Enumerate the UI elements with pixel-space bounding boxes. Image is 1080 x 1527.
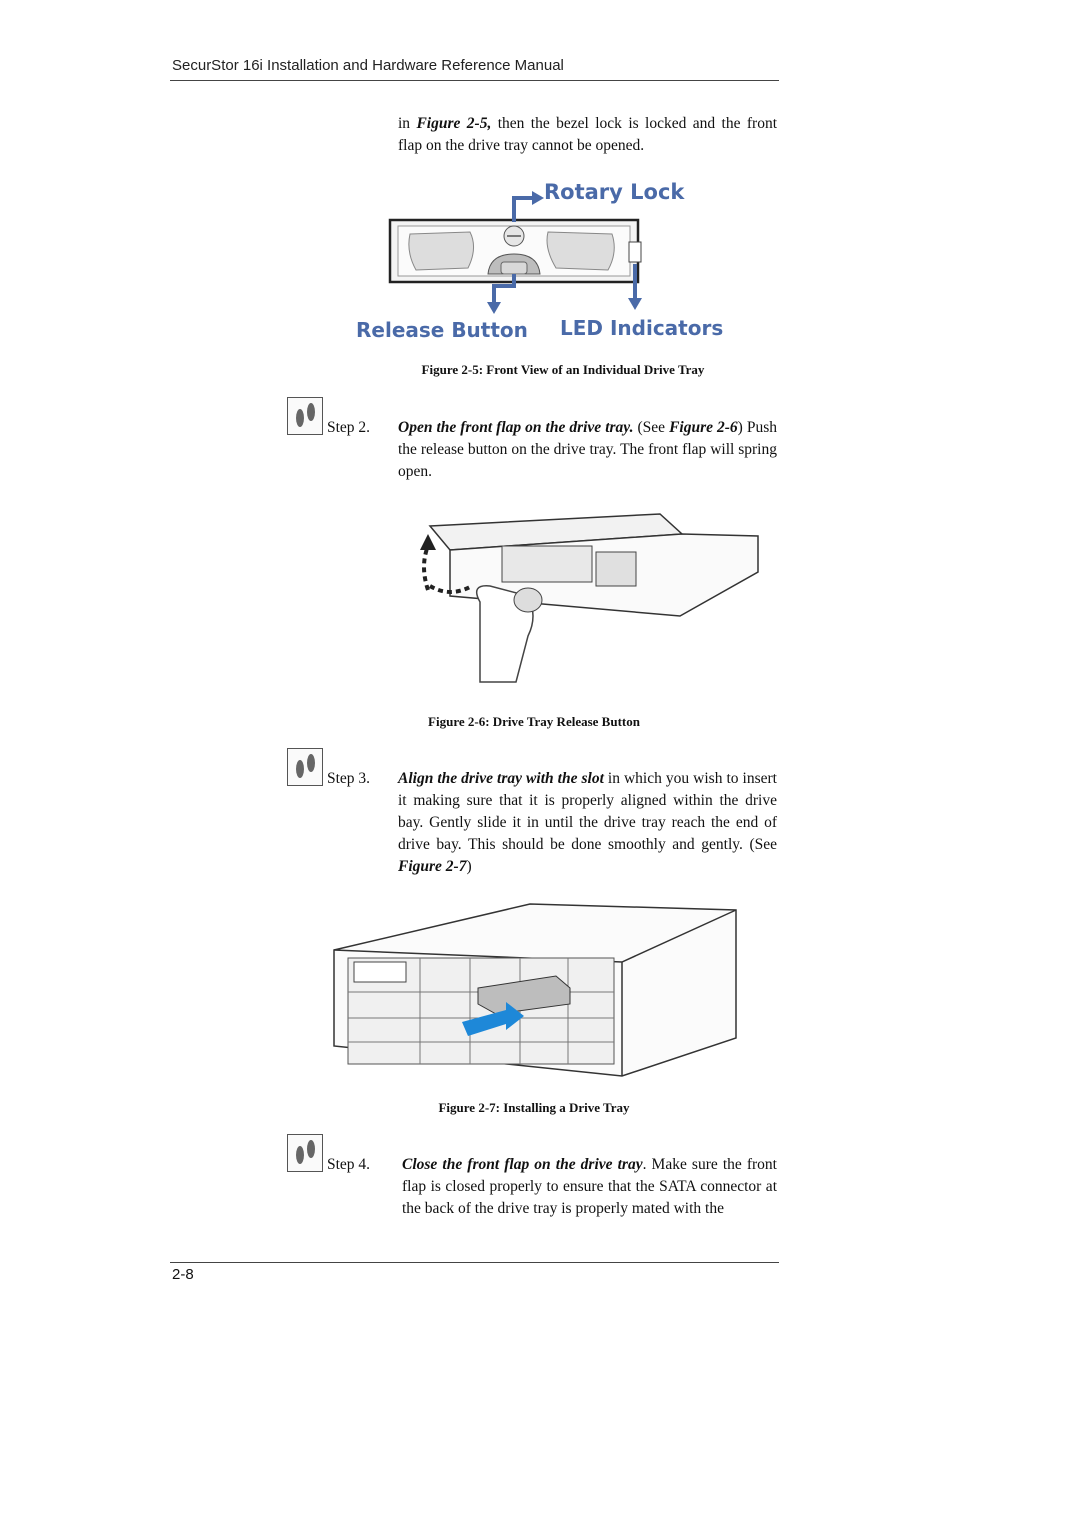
step-2-heading: Open the front flap on the drive tray. — [398, 419, 634, 436]
intro-paragraph — [398, 113, 777, 157]
enclosure-drawing — [330, 898, 742, 1082]
led-indicator-block — [629, 242, 641, 262]
figure-2-5-caption: Figure 2-5: Front View of an Individual Drive Tray — [421, 362, 705, 377]
step-4-body: . Make sure the front flap is closed properly to ensure that the SATA connector at the back of the drive tray is properly mated with the — [402, 1156, 777, 1217]
right-vent — [547, 232, 614, 270]
figure-2-7-caption: Figure 2-7: Installing a Drive Tray — [438, 1100, 630, 1115]
intro-text-post: then the bezel lock is locked and the front flap on the drive tray cannot be opened. — [398, 115, 777, 154]
left-vent — [409, 232, 474, 270]
figure-2-5-illustration — [350, 178, 730, 348]
footprints-icon — [287, 397, 323, 435]
figure-2-6-illustration — [410, 506, 760, 686]
figure-2-6-caption: Figure 2-6: Drive Tray Release Button — [428, 714, 640, 729]
step-3-body: in which you wish to insert it making sure that it is properly aligned within the drive bay. Gently slide it in until the drive tray reach the end of drive bay. This should be done smoothly and gently. (See — [398, 770, 777, 853]
step-3-text: Align the drive tray with the slot in which you wish to insert it making sure that it is properly aligned within the drive bay. Gently slide it in until the drive tray reach the end of drive bay. This should be done smoothly and gently. (See Figure 2-7) — [398, 770, 777, 875]
footprints-icon — [287, 748, 323, 786]
label-led-indicators: LED Indicators — [560, 316, 724, 340]
intro-text-pre: in — [398, 115, 417, 132]
step-2-text: Open the front flap on the drive tray. (See Figure 2-6) Push the release button on the drive tray. The front flap will spring open. — [398, 419, 778, 480]
step-2-body: Push the release button on the drive tray. The front flap will spring open. — [398, 419, 778, 480]
label-rotary-lock: Rotary Lock — [544, 180, 685, 204]
step-3-label: Step 3. — [327, 770, 371, 787]
step-2-label: Step 2. — [327, 419, 371, 436]
step-2-figure-ref: Figure 2-6 — [669, 419, 738, 436]
step-4-label: Step 4. — [327, 1156, 371, 1173]
footprints-icon — [287, 1134, 323, 1172]
lcd-panel — [354, 962, 406, 982]
footer-rule — [170, 1262, 779, 1263]
label-release-button: Release Button — [356, 318, 528, 342]
rotary-lock-arrow — [514, 198, 532, 222]
step-3-figure-ref: Figure 2-7 — [398, 858, 467, 875]
header-rule — [170, 80, 779, 81]
figure-2-7-illustration — [330, 898, 742, 1082]
page-header-title: SecurStor 16i Installation and Hardware Reference Manual — [172, 57, 564, 74]
opening-arrow — [424, 546, 428, 590]
intro-figure-ref: Figure 2-5, — [416, 115, 492, 132]
drive-tray-release-drawing — [410, 506, 760, 686]
step-4-heading: Close the front flap on the drive tray — [402, 1156, 643, 1173]
step-3-heading: Align the drive tray with the slot — [398, 770, 604, 787]
page-number: 2-8 — [172, 1266, 194, 1283]
step-4-text — [402, 1154, 777, 1220]
